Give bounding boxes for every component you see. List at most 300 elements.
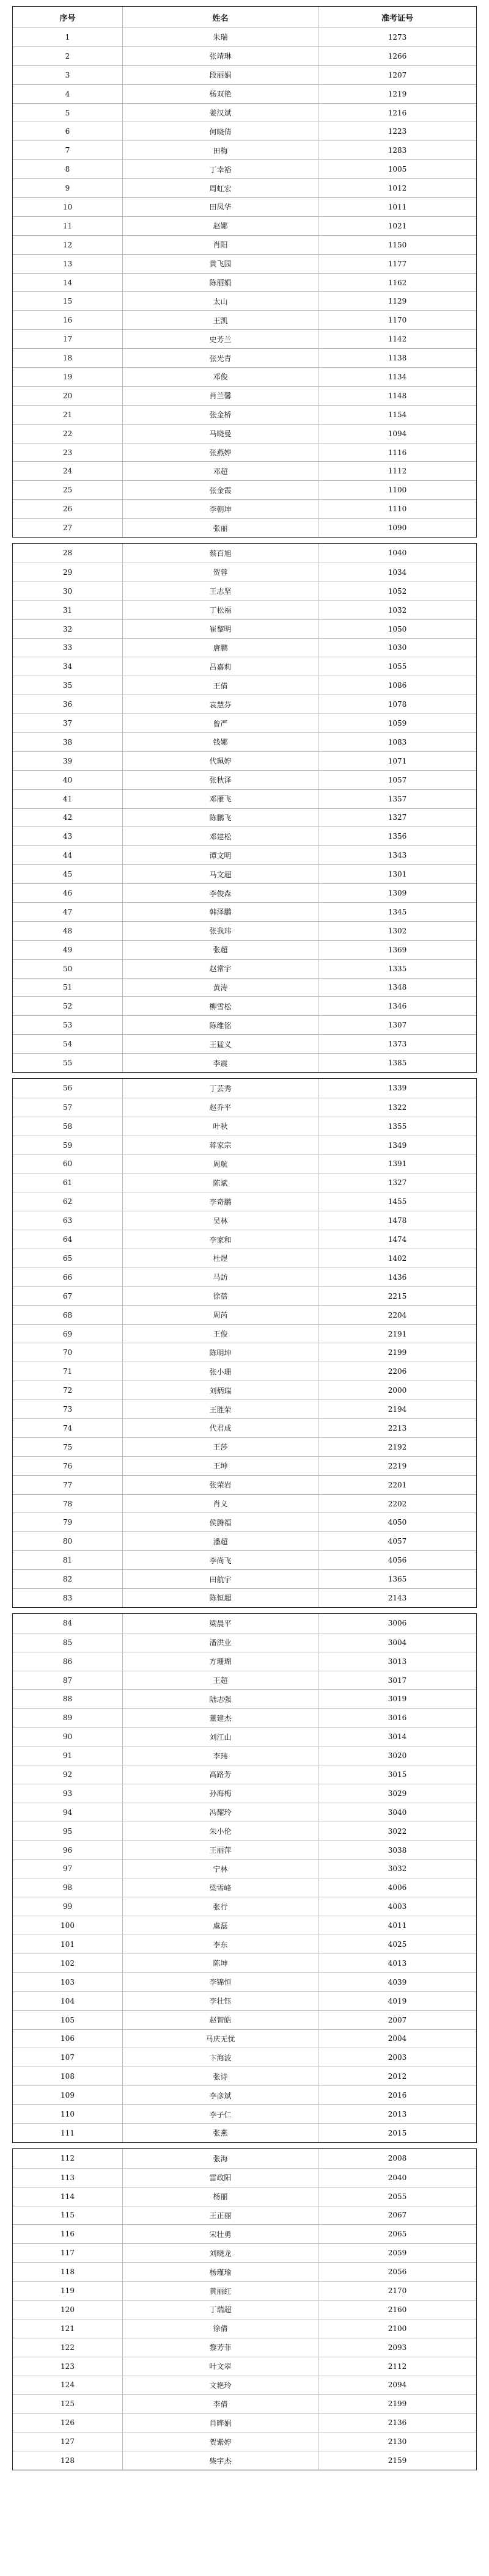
table-row: [13, 2338, 476, 2357]
exam-no-cell: 2012: [388, 2072, 407, 2081]
table-row: [13, 1155, 476, 1173]
exam-no-cell: 1402: [388, 1253, 407, 1263]
exam-no-cell: 1357: [388, 794, 407, 803]
name-cell: 张金霞: [123, 481, 318, 499]
name-cell: 杨丽: [123, 2187, 318, 2206]
exam-no-cell: 2004: [388, 2034, 407, 2043]
name-cell: 代君成: [123, 1419, 318, 1437]
exam-no-cell: 1207: [388, 70, 407, 79]
table-row: [13, 103, 476, 122]
name-cell: 姓名: [123, 7, 318, 27]
table-row: [13, 1991, 476, 2010]
name-cell: 陈恒超: [123, 1589, 318, 1607]
seq-cell: 102: [13, 1954, 123, 1972]
exam-no-cell: 2194: [388, 1405, 407, 1414]
seq-cell: 50: [13, 960, 123, 978]
name-cell: 李俊森: [123, 884, 318, 902]
name-cell: 张行: [123, 1897, 318, 1916]
seq-cell: 36: [13, 695, 123, 713]
name-cell: 陈鹏飞: [123, 809, 318, 827]
seq-cell: 27: [13, 519, 123, 537]
exam-no-cell: 1327: [388, 1178, 407, 1188]
seq-cell: 108: [13, 2067, 123, 2085]
seq-cell: 81: [13, 1551, 123, 1569]
exam-no-cell: 1057: [388, 775, 407, 784]
table-row: [13, 1324, 476, 1343]
exam-no-cell: 1170: [388, 316, 407, 325]
table-row: [13, 1588, 476, 1607]
seq-cell: 88: [13, 1690, 123, 1708]
exam-no-cell: 2130: [388, 2437, 407, 2446]
name-cell: 王丽萍: [123, 1841, 318, 1859]
exam-no-cell: 2007: [388, 2015, 407, 2024]
exam-no-cell: 1021: [388, 221, 407, 230]
name-cell: 邓建松: [123, 827, 318, 845]
name-cell: 李朝坤: [123, 500, 318, 518]
table-row: [13, 2300, 476, 2319]
table-row: [13, 84, 476, 103]
table-row: [13, 1531, 476, 1550]
exam-no-cell: 2100: [388, 2324, 407, 2333]
name-cell: 赵娜: [123, 217, 318, 235]
seq-cell: 37: [13, 714, 123, 732]
exam-no-cell: 1309: [388, 889, 407, 898]
table-row: [13, 1418, 476, 1437]
name-cell: 陈丽娟: [123, 274, 318, 292]
seq-cell: 107: [13, 2048, 123, 2067]
exam-no-cell: 准考证号: [381, 13, 413, 23]
table-row: [13, 2413, 476, 2432]
exam-no-cell: 4025: [388, 1940, 407, 1949]
name-cell: 陈维铭: [123, 1016, 318, 1034]
table-row: [13, 1569, 476, 1588]
exam-no-cell: 1339: [388, 1084, 407, 1093]
table-row: [13, 657, 476, 676]
exam-no-cell: 1110: [388, 505, 407, 514]
table-row: [13, 1765, 476, 1784]
exam-no-cell: 1356: [388, 832, 407, 841]
seq-cell: 76: [13, 1457, 123, 1475]
table-row: [13, 996, 476, 1015]
table-row: [13, 254, 476, 273]
name-cell: 马訪: [123, 1268, 318, 1286]
name-cell: 太山: [123, 292, 318, 310]
table-row: [13, 1079, 476, 1098]
name-cell: 虞磊: [123, 1916, 318, 1935]
name-cell: 肖阳: [123, 236, 318, 254]
exam-no-cell: 3032: [388, 1864, 407, 1874]
seq-cell: 71: [13, 1362, 123, 1381]
seq-cell: 59: [13, 1136, 123, 1155]
name-cell: 李锦恒: [123, 1973, 318, 1991]
table-row: [13, 1362, 476, 1381]
name-cell: 侯腾福: [123, 1513, 318, 1531]
exam-no-cell: 2015: [388, 2128, 407, 2137]
seq-cell: 80: [13, 1532, 123, 1550]
name-cell: 卞海波: [123, 2048, 318, 2067]
exam-no-cell: 1219: [388, 89, 407, 98]
name-cell: 梁雪峰: [123, 1878, 318, 1897]
table-row: [13, 770, 476, 789]
table-row: [13, 480, 476, 499]
seq-cell: 11: [13, 217, 123, 235]
seq-cell: 99: [13, 1897, 123, 1916]
table-row: [13, 235, 476, 254]
table-row: [13, 122, 476, 140]
table-row: [13, 1230, 476, 1249]
table-row: [13, 2357, 476, 2376]
name-cell: 段丽娟: [123, 66, 318, 84]
table-row: [13, 310, 476, 329]
exam-no-cell: 4039: [388, 1977, 407, 1987]
name-cell: 朱瑞: [123, 28, 318, 46]
exam-list-table: [12, 6, 477, 2470]
seq-cell: 53: [13, 1016, 123, 1034]
exam-no-cell: 2067: [388, 2211, 407, 2220]
name-cell: 叶秋: [123, 1117, 318, 1136]
seq-cell: 55: [13, 1054, 123, 1072]
segment-gap: [12, 1073, 477, 1078]
name-cell: 李倩: [123, 2395, 318, 2413]
name-cell: 张金桥: [123, 406, 318, 424]
table-row: [13, 2432, 476, 2451]
name-cell: 陈斌: [123, 1173, 318, 1192]
seq-cell: 79: [13, 1513, 123, 1531]
exam-no-cell: 2159: [388, 2456, 407, 2465]
seq-cell: 42: [13, 809, 123, 827]
seq-cell: 10: [13, 198, 123, 216]
table-row: [13, 902, 476, 921]
name-cell: 李东: [123, 1935, 318, 1954]
seq-cell: 5: [13, 104, 123, 122]
name-cell: 周芮: [123, 1306, 318, 1324]
table-row: [13, 329, 476, 348]
exam-no-cell: 4056: [388, 1556, 407, 1565]
exam-no-cell: 1355: [388, 1122, 407, 1131]
seq-cell: 14: [13, 274, 123, 292]
name-cell: 李彦斌: [123, 2086, 318, 2104]
name-cell: 张小珊: [123, 1362, 318, 1381]
name-cell: 黄涛: [123, 979, 318, 997]
exam-no-cell: 2000: [388, 1386, 407, 1395]
exam-no-cell: 2170: [388, 2286, 407, 2296]
exam-no-cell: 1391: [388, 1159, 407, 1169]
name-cell: 丁松福: [123, 601, 318, 619]
seq-cell: 91: [13, 1746, 123, 1765]
exam-no-cell: 1116: [388, 448, 407, 457]
exam-no-cell: 3040: [388, 1808, 407, 1817]
name-cell: 王坤: [123, 1457, 318, 1475]
exam-no-cell: 1369: [388, 945, 407, 954]
seq-cell: 122: [13, 2338, 123, 2357]
name-cell: 唐鹏: [123, 639, 318, 657]
exam-no-cell: 2199: [388, 2399, 407, 2409]
segment-gap: [12, 538, 477, 543]
table-row: [13, 1897, 476, 1916]
seq-cell: 18: [13, 349, 123, 367]
seq-cell: 114: [13, 2187, 123, 2206]
exam-no-cell: 1005: [388, 165, 407, 174]
exam-no-cell: 2204: [388, 1310, 407, 1319]
table-row: [13, 518, 476, 537]
exam-no-cell: 2065: [388, 2230, 407, 2239]
table-row: [13, 1015, 476, 1034]
name-cell: 肖晔娟: [123, 2414, 318, 2432]
seq-cell: 43: [13, 827, 123, 845]
exam-no-cell: 2059: [388, 2249, 407, 2258]
name-cell: 马文超: [123, 865, 318, 883]
exam-no-cell: 1090: [388, 524, 407, 533]
seq-cell: 61: [13, 1173, 123, 1192]
seq-cell: 78: [13, 1495, 123, 1513]
name-cell: 柴宇杰: [123, 2451, 318, 2470]
table-row: [13, 544, 476, 563]
seq-cell: 127: [13, 2432, 123, 2451]
exam-no-cell: 1345: [388, 907, 407, 916]
exam-no-cell: 3017: [388, 1676, 407, 1685]
exam-no-cell: 2013: [388, 2110, 407, 2119]
table-row: [13, 1689, 476, 1708]
table-row: [13, 2281, 476, 2300]
name-cell: 钱娜: [123, 733, 318, 751]
exam-no-cell: 2202: [388, 1499, 407, 1508]
table-row: [13, 1173, 476, 1192]
exam-no-cell: 2192: [388, 1442, 407, 1451]
seq-cell: 121: [13, 2319, 123, 2338]
table-row: [13, 808, 476, 827]
seq-cell: 29: [13, 563, 123, 582]
seq-cell: 3: [13, 66, 123, 84]
name-cell: 杨瑾瑜: [123, 2263, 318, 2281]
table-row: [13, 461, 476, 480]
exam-no-cell: 1365: [388, 1575, 407, 1584]
exam-no-cell: 2199: [388, 1348, 407, 1357]
seq-cell: 125: [13, 2395, 123, 2413]
name-cell: 张秋泽: [123, 771, 318, 789]
seq-cell: 89: [13, 1709, 123, 1727]
table-row: [13, 1249, 476, 1268]
seq-cell: 123: [13, 2357, 123, 2376]
table-row: [13, 2123, 476, 2142]
exam-no-cell: 4013: [388, 1958, 407, 1968]
seq-cell: 65: [13, 1249, 123, 1268]
name-cell: 冯耀玲: [123, 1803, 318, 1822]
name-cell: 王俊: [123, 1325, 318, 1343]
name-cell: 邓超: [123, 462, 318, 480]
table-row: [13, 273, 476, 292]
exam-no-cell: 3029: [388, 1789, 407, 1798]
name-cell: 宁林: [123, 1860, 318, 1878]
table-row: [13, 1727, 476, 1746]
seq-cell: 77: [13, 1476, 123, 1494]
name-cell: 张我玮: [123, 922, 318, 940]
seq-cell: 86: [13, 1652, 123, 1671]
exam-no-cell: 1052: [388, 586, 407, 596]
exam-no-cell: 1129: [388, 297, 407, 306]
table-row: [13, 638, 476, 657]
table-row: [13, 676, 476, 695]
table-row: [13, 46, 476, 65]
table-row: [13, 1859, 476, 1878]
table-row: [13, 600, 476, 619]
exam-no-cell: 1134: [388, 372, 407, 381]
exam-no-cell: 2213: [388, 1423, 407, 1432]
table-row: [13, 1614, 476, 1633]
table-row: [13, 1841, 476, 1859]
name-cell: 杨双艳: [123, 85, 318, 103]
table-row: [13, 1286, 476, 1305]
exam-no-cell: 1030: [388, 643, 407, 652]
exam-no-cell: 2016: [388, 2091, 407, 2100]
name-cell: 王志坚: [123, 582, 318, 600]
table-row: [13, 443, 476, 462]
name-cell: 徐蓓: [123, 1287, 318, 1305]
name-cell: 张海: [123, 2149, 318, 2168]
table-row: [13, 499, 476, 518]
exam-no-cell: 1138: [388, 354, 407, 363]
exam-no-cell: 1086: [388, 681, 407, 690]
seq-cell: 28: [13, 544, 123, 563]
exam-no-cell: 1034: [388, 567, 407, 577]
table-row: [13, 1475, 476, 1494]
exam-no-cell: 1216: [388, 108, 407, 117]
name-cell: 周虹宏: [123, 179, 318, 197]
exam-no-cell: 1436: [388, 1272, 407, 1282]
exam-no-cell: 1322: [388, 1103, 407, 1112]
table-segment: [12, 6, 477, 538]
name-cell: 何晓倩: [123, 122, 318, 140]
table-row: [13, 751, 476, 770]
seq-cell: 128: [13, 2451, 123, 2470]
exam-no-cell: 1071: [388, 756, 407, 765]
seq-cell: 118: [13, 2263, 123, 2281]
table-row: [13, 2319, 476, 2338]
seq-cell: 64: [13, 1230, 123, 1249]
seq-cell: 66: [13, 1268, 123, 1286]
exam-no-cell: 1349: [388, 1140, 407, 1150]
name-cell: 贺紫婷: [123, 2432, 318, 2451]
seq-cell: 12: [13, 236, 123, 254]
table-row: [13, 2010, 476, 2029]
name-cell: 曾严: [123, 714, 318, 732]
name-cell: 高路芳: [123, 1765, 318, 1784]
seq-cell: 35: [13, 676, 123, 695]
table-row: [13, 921, 476, 940]
seq-cell: 52: [13, 997, 123, 1015]
table-row: [13, 159, 476, 178]
seq-cell: 98: [13, 1878, 123, 1897]
name-cell: 陈明坤: [123, 1343, 318, 1362]
exam-no-cell: 3014: [388, 1732, 407, 1742]
name-cell: 李奇鹏: [123, 1192, 318, 1211]
name-cell: 李玮: [123, 1746, 318, 1765]
exam-no-cell: 1078: [388, 700, 407, 709]
seq-cell: 94: [13, 1803, 123, 1822]
table-row: [13, 405, 476, 424]
table-row: [13, 348, 476, 367]
name-cell: 田航宇: [123, 1570, 318, 1588]
seq-cell: 112: [13, 2149, 123, 2168]
seq-cell: 103: [13, 1973, 123, 1991]
table-row: [13, 2149, 476, 2168]
exam-no-cell: 2040: [388, 2173, 407, 2182]
seq-cell: 7: [13, 141, 123, 159]
table-row: [13, 424, 476, 443]
table-row: [13, 1822, 476, 1841]
seq-cell: 49: [13, 941, 123, 959]
name-cell: 梁晨平: [123, 1614, 318, 1633]
exam-no-cell: 1266: [388, 51, 407, 60]
seq-cell: 30: [13, 582, 123, 600]
seq-cell: 87: [13, 1671, 123, 1690]
table-row: [13, 1399, 476, 1418]
seq-cell: 22: [13, 425, 123, 443]
seq-cell: 25: [13, 481, 123, 499]
table-row: [13, 1211, 476, 1230]
exam-no-cell: 2056: [388, 2268, 407, 2277]
table-row: [13, 2451, 476, 2470]
name-cell: 李震: [123, 1054, 318, 1072]
table-row: [13, 367, 476, 386]
table-row: [13, 1633, 476, 1652]
seq-cell: 95: [13, 1822, 123, 1841]
table-row: [13, 563, 476, 582]
table-row: [13, 386, 476, 405]
seq-cell: 13: [13, 255, 123, 273]
name-cell: 邓俊: [123, 368, 318, 386]
seq-cell: 44: [13, 846, 123, 864]
seq-cell: 119: [13, 2282, 123, 2300]
name-cell: 代珮婷: [123, 752, 318, 770]
table-row: [13, 2224, 476, 2243]
table-row: [13, 1512, 476, 1531]
exam-no-cell: 2093: [388, 2343, 407, 2352]
name-cell: 张丽: [123, 519, 318, 537]
table-row: [13, 1550, 476, 1569]
table-row: [13, 216, 476, 235]
seq-cell: 17: [13, 330, 123, 348]
seq-cell: 24: [13, 462, 123, 480]
exam-no-cell: 4057: [388, 1537, 407, 1546]
name-cell: 王猛义: [123, 1035, 318, 1053]
table-segment: [12, 543, 477, 1073]
exam-no-cell: 2094: [388, 2381, 407, 2390]
seq-cell: 93: [13, 1784, 123, 1803]
name-cell: 张诗: [123, 2067, 318, 2085]
seq-cell: 32: [13, 620, 123, 638]
seq-cell: 84: [13, 1614, 123, 1633]
name-cell: 文艳玲: [123, 2376, 318, 2395]
table-row: [13, 1381, 476, 1399]
table-row: [13, 1972, 476, 1991]
table-row: [13, 940, 476, 959]
seq-cell: 23: [13, 443, 123, 462]
seq-cell: 74: [13, 1419, 123, 1437]
name-cell: 王正丽: [123, 2206, 318, 2225]
table-row: [13, 864, 476, 883]
table-row: [13, 1708, 476, 1727]
exam-no-cell: 1142: [388, 335, 407, 344]
name-cell: 黄丽红: [123, 2282, 318, 2300]
seq-cell: 70: [13, 1343, 123, 1362]
name-cell: 田凤华: [123, 198, 318, 216]
table-row: [13, 2029, 476, 2048]
seq-cell: 20: [13, 387, 123, 405]
name-cell: 张光青: [123, 349, 318, 367]
table-row: [13, 1935, 476, 1954]
exam-no-cell: 3038: [388, 1845, 407, 1855]
exam-no-cell: 3004: [388, 1638, 407, 1647]
